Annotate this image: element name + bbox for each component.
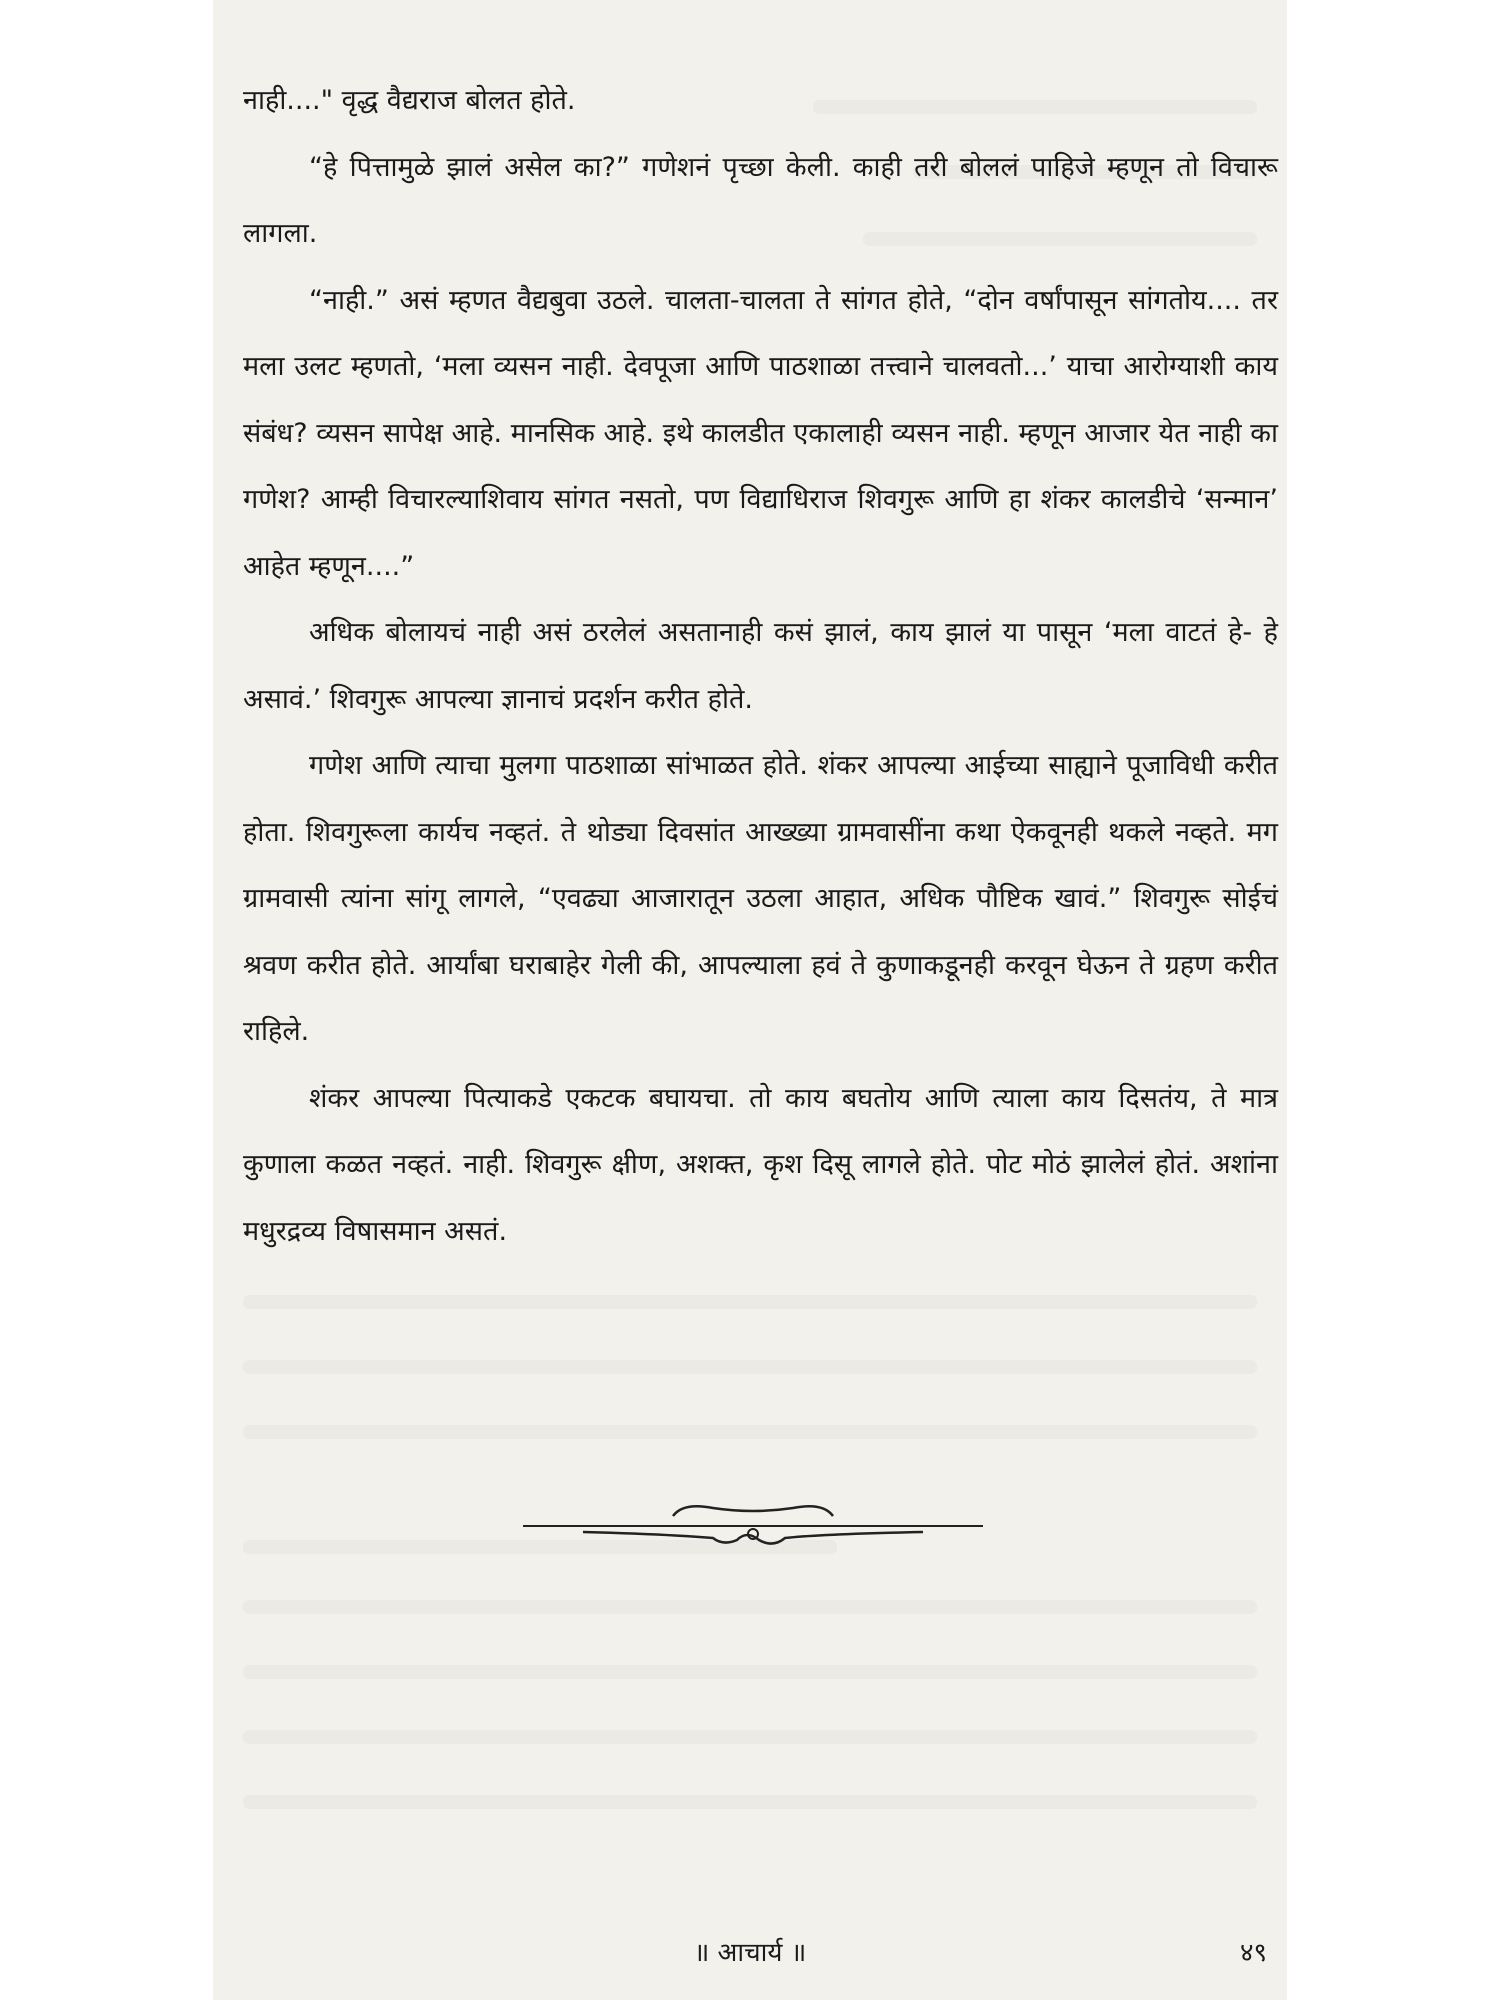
- page-number: ४९: [1239, 1938, 1267, 1968]
- body-text: [243, 68, 1278, 1265]
- paragraph: “नाही.” असं म्हणत वैद्यबुवा उठले. चालता-चालता ते सांगत होते, “दोन वर्षांपासून सांगतोय.... तर मला उलट म्हणतो, ‘मला व्यसन नाही. देवपूजा आणि पाठशाळा तत्त्वाने चालवतो...’ याचा आरोग्याशी काय संबंध? व्यसन सापेक्ष आहे. मानसिक आहे. इथे कालडीत एकालाही व्यसन नाही. म्हणून आजार येत नाही का गणेश? आम्ही विचारल्याशिवाय सांगत नसतो, पण विद्याधिराज शिवगुरू आणि हा शंकर कालडीचे ‘सन्मान’ आहेत म्हणून....”: [243, 284, 1278, 582]
- paragraph: “हे पित्तामुळे झालं असेल का?” गणेशनं पृच्छा केली. काही तरी बोललं पाहिजे म्हणून तो विचारू लागला.: [243, 151, 1278, 249]
- paragraph: गणेश आणि त्याचा मुलगा पाठशाळा सांभाळत होते. शंकर आपल्या आईच्या साह्याने पूजाविधी करीत होता. शिवगुरूला कार्यच नव्हतं. ते थोड्या दिवसांत आख्ख्या ग्रामवासींना कथा ऐकवूनही थकले नव्हते. मग ग्रामवासी त्यांना सांगू लागले, “एवढ्या आजारातून उठला आहात, अधिक पौष्टिक खावं.” शिवगुरू सोईचं श्रवण करीत होते. आर्यांबा घराबाहेर गेली की, आपल्याला हवं ते कुणाकडूनही करवून घेऊन ते ग्रहण करीत राहिले.: [243, 750, 1278, 1047]
- paragraph: अधिक बोलायचं नाही असं ठरलेलं असतानाही कसं झालं, काय झालं या पासून ‘मला वाटतं हे- हे असावं.’ शिवगुरू आपल्या ज्ञानाचं प्रदर्शन करीत होते.: [243, 617, 1278, 715]
- book-page: [213, 0, 1287, 2000]
- section-divider-ornament: [523, 1490, 983, 1560]
- running-footer-title: ॥ आचार्य ॥: [693, 1938, 807, 1968]
- paragraph: शंकर आपल्या पित्याकडे एकटक बघायचा. तो काय बघतोय आणि त्याला काय दिसतंय, ते मात्र कुणाला कळत नव्हतं. नाही. शिवगुरू क्षीण, अशक्त, कृश दिसू लागले होते. पोट मोठं झालेलं होतं. अशांना मधुरद्रव्य विषासमान असतं.: [243, 1082, 1278, 1247]
- paragraph: नाही...." वृद्ध वैद्यराज बोलत होते.: [243, 85, 576, 116]
